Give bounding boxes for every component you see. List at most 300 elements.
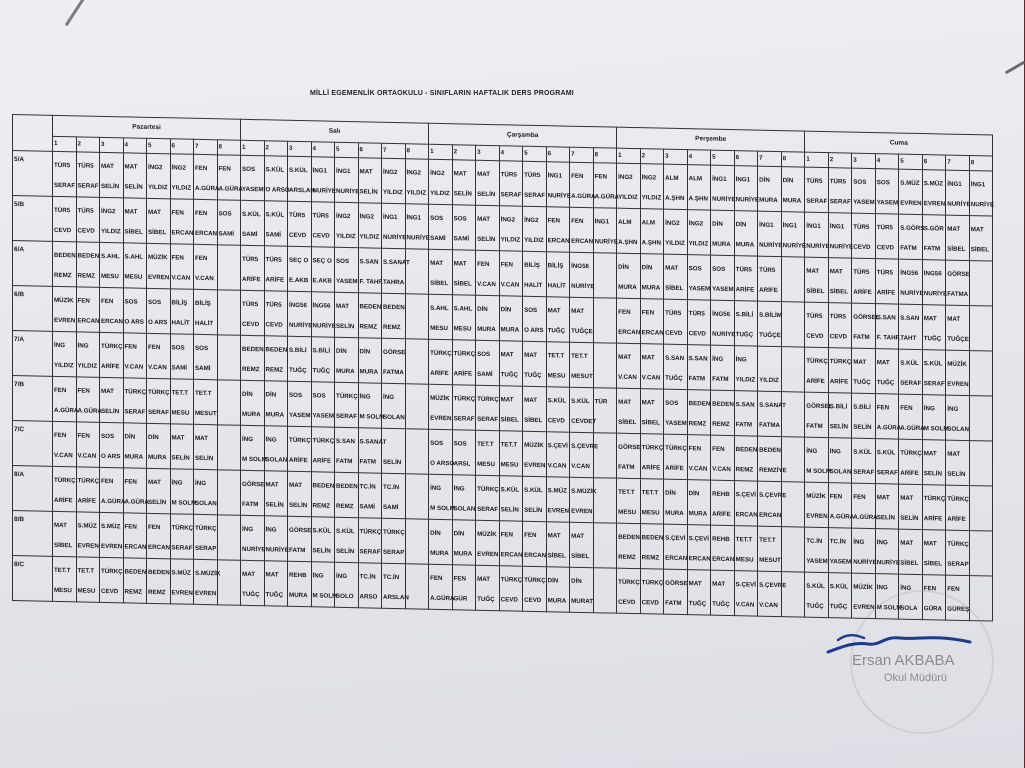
lesson-teacher: SELİN [101, 182, 120, 191]
class-name: 5/B [13, 196, 53, 242]
lesson-cell [828, 258, 852, 303]
lesson-subject: TÜR5 [759, 266, 776, 274]
lesson-subject: S.KÜL [853, 448, 872, 457]
lesson-cell [593, 163, 620, 208]
pin-icon [65, 0, 89, 26]
lesson-cell [264, 291, 288, 336]
lesson-subject: TÜRKÇ [477, 395, 499, 404]
lesson-teacher: SELİN [101, 407, 120, 416]
lesson-subject: DİN [735, 221, 747, 229]
lesson-cell [311, 562, 338, 607]
lesson-cell [194, 199, 218, 244]
lesson-subject: SEÇ O [312, 257, 332, 265]
lesson-teacher [595, 412, 616, 432]
day-header: Pazartesi [53, 115, 241, 140]
lesson-subject: TÜRKÇ [195, 524, 217, 533]
lesson-subject: İNG [195, 479, 207, 488]
lesson-teacher: ARİFE [876, 289, 896, 297]
lesson-cell [123, 243, 147, 288]
lesson-teacher: MURA [124, 453, 144, 461]
lesson-teacher: ARİFE [242, 275, 261, 284]
lesson-subject: MAT [571, 532, 585, 540]
lesson-teacher: ARİFE [430, 369, 449, 378]
lesson-cell [781, 347, 805, 392]
lesson-subject: SOS [171, 344, 185, 352]
lesson-subject: FEN [547, 217, 560, 225]
lesson-teacher: SELİN [124, 183, 143, 191]
lesson-cell [194, 469, 218, 514]
period-number: 4 [123, 138, 147, 153]
day-header: Cuma [805, 131, 993, 156]
lesson-subject: TET.T [171, 389, 188, 397]
lesson-cell [264, 336, 288, 381]
lesson-subject: BEDEN [242, 345, 264, 354]
lesson-subject: MÜZİK [806, 492, 826, 501]
lesson-subject [219, 474, 240, 494]
lesson-teacher: V.CAN [500, 281, 520, 289]
lesson-cell [946, 350, 970, 395]
lesson-teacher: MURA [430, 549, 449, 558]
lesson-subject: İNG56 [312, 302, 331, 310]
lesson-teacher [971, 420, 992, 440]
lesson-subject: TÜR5 [242, 255, 259, 264]
lesson-cell [828, 573, 852, 618]
lesson-subject [783, 261, 804, 281]
lesson-cell [781, 482, 805, 527]
lesson-cell [147, 288, 171, 333]
lesson-teacher: SERAF [336, 412, 358, 421]
lesson-subject: DİN [759, 176, 770, 184]
lesson-cell [875, 214, 899, 259]
lesson-cell [593, 568, 617, 613]
lesson-subject: MAT [947, 315, 961, 323]
lesson-subject: BİLİŞ [524, 261, 540, 270]
lesson-subject: MÜZİK [430, 394, 450, 403]
lesson-teacher: ARİFE [665, 464, 684, 473]
lesson-cell [523, 206, 547, 251]
lesson-teacher [783, 326, 804, 346]
lesson-cell [969, 306, 993, 351]
lesson-teacher: MURA [242, 410, 261, 419]
lesson-teacher [407, 273, 428, 293]
lesson-subject: SOS [665, 399, 679, 407]
lesson-teacher: V.CAN [477, 280, 496, 289]
lesson-subject: S.SAN [876, 314, 896, 322]
lesson-subject [407, 298, 428, 318]
lesson-cell [617, 343, 641, 388]
lesson-teacher: EVREN [101, 542, 123, 551]
lesson-subject: S.KÜL [265, 211, 285, 219]
lesson-subject: MAT [923, 315, 937, 323]
lesson-teacher: GÜRA [923, 605, 942, 613]
lesson-cell [664, 569, 688, 614]
lesson-teacher: SOLAN [265, 456, 288, 464]
lesson-teacher: TUĞÇ [312, 367, 331, 375]
lesson-subject: BEDEN [77, 252, 100, 260]
lesson-cell [875, 439, 899, 484]
period-number: 5 [711, 150, 735, 165]
lesson-subject: TÜR5 [524, 171, 541, 180]
lesson-cell [335, 427, 359, 472]
lesson-teacher: SELİN [195, 454, 214, 463]
lesson-cell [76, 287, 100, 332]
lesson-cell [828, 393, 852, 438]
lesson-subject: MAT [571, 307, 585, 315]
lesson-cell [805, 437, 829, 482]
lesson-cell [640, 434, 664, 479]
lesson-cell [288, 516, 312, 561]
lesson-subject: İNG [735, 356, 747, 364]
lesson-teacher: SİBEL [430, 279, 449, 288]
class-name: 7/A [13, 331, 53, 377]
lesson-cell [546, 207, 570, 252]
lesson-cell [758, 211, 782, 256]
lesson-teacher: MURA [336, 367, 355, 376]
lesson-teacher: V.CAN [759, 601, 778, 610]
lesson-subject: İNG2 [336, 212, 351, 221]
lesson-subject: FEN [453, 575, 466, 583]
lesson-cell [546, 342, 570, 387]
lesson-subject: FEN [77, 297, 90, 305]
lesson-cell [758, 481, 787, 526]
lesson-cell [734, 211, 758, 256]
lesson-subject: İNG2 [171, 164, 186, 172]
lesson-teacher: REMZ [688, 420, 707, 428]
lesson-cell [194, 559, 221, 604]
lesson-teacher: REMZ [77, 272, 96, 280]
lesson-subject: DİN [453, 530, 465, 538]
lesson-cell [123, 378, 147, 423]
lesson-cell [241, 380, 265, 425]
lesson-subject: TC.İN [383, 483, 400, 492]
lesson-teacher: SERAF [829, 198, 851, 206]
lesson-teacher: NURİYE [759, 241, 783, 250]
lesson-teacher: V.CAN [641, 374, 661, 382]
lesson-subject: GÖRSE [242, 480, 265, 489]
lesson-teacher: FATM [688, 375, 706, 383]
lesson-teacher: SOLAN [383, 413, 405, 422]
lesson-cell [264, 471, 288, 516]
lesson-cell [335, 247, 359, 292]
lesson-subject: FEN [500, 261, 513, 269]
lesson-teacher: NURİYE [336, 187, 360, 196]
lesson-subject: MAT [806, 267, 820, 275]
lesson-teacher: CEVD [547, 417, 565, 425]
lesson-cell [429, 564, 453, 609]
lesson-subject: İNG56 [900, 269, 919, 277]
lesson-subject: TÜRKÇ [947, 540, 969, 549]
lesson-teacher: CEVD [806, 332, 824, 340]
lesson-subject: S.SAN [900, 314, 920, 323]
lesson-cell [687, 390, 711, 435]
period-number: 5 [523, 146, 547, 161]
lesson-cell [53, 556, 77, 601]
class-name: 6/B [13, 286, 53, 332]
lesson-cell [781, 572, 805, 617]
lesson-cell [711, 525, 735, 570]
lesson-subject: S.KÜL [312, 527, 332, 535]
lesson-teacher: REMZ [265, 366, 284, 374]
lesson-teacher: SAMİ [171, 364, 187, 372]
day-header: Perşembe [617, 127, 805, 152]
lesson-subject: MAT [148, 208, 161, 217]
lesson-subject: TET.T [571, 352, 588, 361]
lesson-subject [595, 302, 616, 322]
lesson-teacher: A.GÜRA [571, 192, 596, 201]
lesson-subject: MAT [477, 215, 491, 224]
lesson-subject: MAT [524, 396, 538, 404]
period-number: 7 [570, 147, 594, 162]
lesson-cell [147, 513, 171, 558]
lesson-cell [570, 522, 594, 567]
lesson-teacher [971, 465, 992, 485]
lesson-cell [76, 377, 100, 422]
lesson-cell [123, 333, 147, 378]
lesson-teacher: O ARS [148, 318, 168, 327]
lesson-cell [100, 287, 124, 332]
lesson-subject: İNG2 [500, 216, 516, 224]
lesson-subject: BEDEN [359, 303, 382, 311]
lesson-subject: İNG56 [712, 310, 731, 319]
lesson-cell [734, 481, 758, 526]
lesson-subject: DİN [242, 390, 253, 399]
lesson-teacher: A.GÜRA [853, 513, 878, 522]
lesson-teacher: FATM [900, 244, 917, 252]
lesson-cell [100, 557, 124, 602]
lesson-cell [241, 470, 265, 515]
lesson-subject: SOS [453, 215, 467, 223]
lesson-subject: FEN [571, 217, 584, 225]
lesson-cell [664, 479, 688, 524]
lesson-teacher: SELİN [947, 470, 966, 478]
lesson-teacher: NURİYE [242, 545, 266, 554]
lesson-subject [783, 531, 804, 551]
lesson-teacher: REMZ [312, 502, 331, 510]
lesson-cell [523, 251, 547, 296]
lesson-teacher: SELİN [500, 506, 519, 514]
lesson-teacher: SİBEL [665, 284, 684, 293]
lesson-subject: S.KÜL [923, 360, 943, 368]
lesson-subject: GÖRSEL [853, 313, 880, 322]
lesson-subject: FEN [218, 165, 231, 173]
lesson-subject: TÜR5 [54, 161, 71, 170]
lesson-cell [875, 349, 899, 394]
lesson-subject: FEN [500, 531, 513, 539]
lesson-subject [971, 535, 992, 555]
lesson-cell [734, 166, 758, 211]
lesson-teacher: SELİN [383, 458, 402, 467]
lesson-teacher: SELİN [265, 501, 284, 509]
lesson-subject: BEDEN [688, 400, 711, 408]
lesson-cell [429, 294, 453, 339]
lesson-subject: MAT [712, 580, 726, 588]
lesson-cell [217, 200, 241, 245]
lesson-subject: GÖRSE [665, 579, 688, 588]
lesson-subject: İNG [242, 525, 254, 534]
lesson-subject [971, 355, 992, 375]
lesson-cell [311, 247, 335, 292]
lesson-subject: MAT [242, 570, 255, 579]
lesson-cell [405, 564, 429, 609]
lesson-teacher: ERCAN [195, 229, 218, 238]
class-name: 8/C [13, 556, 53, 602]
lesson-cell [76, 512, 100, 557]
lesson-cell [194, 514, 218, 559]
lesson-teacher: TUĞÇ [477, 595, 495, 604]
lesson-cell [922, 530, 946, 575]
lesson-cell [899, 439, 923, 484]
lesson-cell [288, 336, 312, 381]
lesson-subject: FEN [829, 493, 843, 501]
lesson-cell [100, 512, 124, 557]
lesson-cell [617, 388, 641, 433]
lesson-teacher: SİBEL [900, 559, 919, 567]
lesson-cell [476, 385, 500, 430]
lesson-cell [687, 210, 711, 255]
lesson-cell [523, 431, 547, 476]
lesson-subject: MAT [923, 540, 937, 548]
lesson-teacher: EVREN [171, 589, 193, 597]
lesson-teacher: NURİYE [547, 192, 571, 200]
lesson-teacher: EVREN [148, 273, 170, 282]
lesson-cell [711, 255, 735, 300]
lesson-cell [617, 253, 641, 298]
lesson-teacher: SELİN [336, 547, 355, 556]
lesson-cell [969, 171, 993, 216]
lesson-cell [687, 255, 711, 300]
lesson-cell [76, 242, 100, 287]
lesson-teacher: A.ŞHN [665, 194, 685, 203]
lesson-subject: İNG [853, 538, 865, 546]
lesson-teacher: TAHT [900, 334, 917, 342]
lesson-cell [452, 250, 476, 295]
lesson-cell [875, 484, 899, 529]
lesson-cell [852, 348, 876, 393]
lesson-subject: İNG56 [923, 270, 942, 278]
lesson-cell [123, 153, 147, 198]
lesson-subject: MÜZİK [947, 360, 967, 369]
lesson-subject: BEDEN [383, 303, 405, 312]
lesson-cell [805, 257, 829, 302]
lesson-subject: SOS [688, 265, 702, 273]
lesson-subject: TET.T [759, 536, 776, 544]
lesson-teacher: MURA [735, 241, 755, 249]
period-number: 6 [734, 151, 758, 166]
lesson-subject: FEN [524, 531, 537, 539]
lesson-teacher: MURA [665, 509, 684, 518]
lesson-subject: MAT [524, 351, 538, 359]
lesson-subject [971, 400, 992, 420]
lesson-teacher: NURİYE [829, 243, 854, 251]
lesson-teacher: NURİYE [853, 558, 877, 567]
lesson-cell [100, 422, 124, 467]
lesson-cell [852, 168, 876, 213]
lesson-cell [640, 479, 664, 524]
lesson-subject: MÜZİK [54, 296, 74, 305]
lesson-cell [241, 245, 265, 290]
lesson-teacher: TUĞÇE [759, 331, 781, 340]
lesson-subject: S.KÜL [242, 210, 261, 219]
lesson-teacher: SELİN [829, 423, 848, 431]
lesson-cell [405, 249, 429, 294]
lesson-teacher: V.CAN [77, 452, 97, 460]
lesson-cell [899, 214, 923, 259]
lesson-subject [407, 433, 428, 453]
lesson-subject: SOS [242, 165, 256, 174]
lesson-subject: MAT [970, 226, 984, 234]
lesson-cell [358, 158, 382, 203]
lesson-subject: S.ÇEVRE [759, 491, 787, 500]
lesson-teacher: CEVD [265, 321, 283, 329]
lesson-subject: S.SANAT [759, 401, 786, 410]
lesson-subject: İNG [383, 393, 395, 402]
lesson-cell [570, 297, 594, 342]
lesson-teacher: ARİFE [900, 469, 919, 477]
lesson-cell [76, 467, 100, 512]
lesson-subject: MAT [101, 162, 114, 171]
lesson-teacher: SELİN [923, 470, 942, 478]
lesson-cell [640, 524, 664, 569]
lesson-subject: S.BİLİ [853, 403, 871, 411]
lesson-subject: BEDEN [641, 534, 664, 542]
lesson-subject: BEDEN [265, 346, 288, 354]
lesson-teacher: EVREN [524, 461, 546, 470]
lesson-teacher: SELİN [289, 501, 308, 510]
lesson-cell [593, 343, 617, 388]
pin-icon [1005, 61, 1025, 75]
lesson-cell [429, 249, 453, 294]
lesson-cell [523, 521, 547, 566]
lesson-teacher: YILDIZ [618, 193, 638, 202]
lesson-cell [828, 213, 852, 258]
lesson-teacher: SOLA [900, 604, 918, 612]
lesson-cell [734, 436, 758, 481]
lesson-subject: TÜRKÇ [54, 476, 76, 485]
lesson-teacher: MURAT [571, 597, 593, 606]
lesson-cell [358, 293, 382, 338]
lesson-subject: MAT [430, 259, 444, 268]
lesson-subject: MAT [265, 571, 279, 579]
lesson-subject [407, 568, 428, 588]
lesson-teacher: A.GÜRA [54, 406, 79, 415]
lesson-cell [875, 394, 902, 439]
lesson-subject: DİN [265, 391, 277, 399]
lesson-subject: SOS [524, 306, 538, 315]
period-number: 1 [805, 152, 829, 167]
lesson-teacher: YILDIZ [383, 188, 403, 197]
lesson-subject [971, 445, 992, 465]
lesson-subject: TET.T [641, 489, 659, 497]
lesson-cell [76, 152, 100, 197]
lesson-subject: S.KÜL [876, 449, 896, 457]
lesson-cell [734, 571, 758, 616]
lesson-teacher: FATMA [759, 421, 781, 430]
lesson-teacher: TUĞÇE [571, 327, 593, 336]
lesson-teacher [407, 543, 428, 563]
lesson-subject: S.ÇEVİ [688, 535, 709, 543]
lesson-subject: İNG [265, 526, 277, 534]
lesson-teacher: V.CAN [712, 465, 731, 474]
lesson-teacher: TUĞÇ [923, 335, 942, 343]
lesson-subject: S.AHL [124, 253, 144, 261]
lesson-teacher: SELİN [524, 506, 543, 515]
lesson-subject: DİN [641, 264, 653, 272]
lesson-teacher: SAMİ [453, 235, 470, 243]
lesson-cell [828, 303, 852, 348]
lesson-subject: İNG [312, 572, 324, 580]
lesson-cell [358, 428, 387, 473]
lesson-teacher: EVREN [430, 414, 452, 423]
